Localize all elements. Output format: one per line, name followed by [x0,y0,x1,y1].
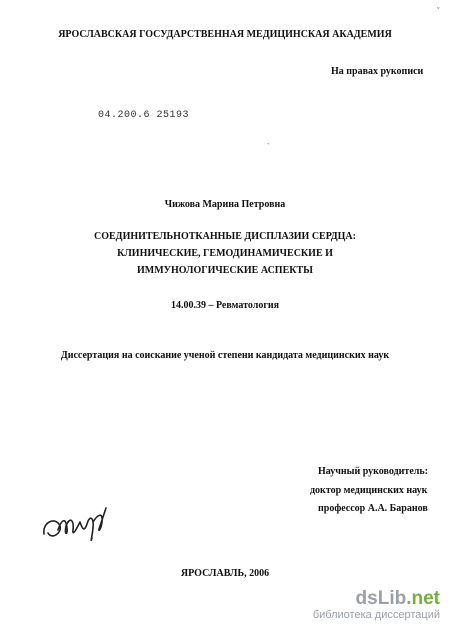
place-year: ЯРОСЛАВЛЬ, 2006 [180,568,270,579]
supervisor-name: профессор А.А. Баранов [318,503,428,514]
handwritten-signature [40,500,120,550]
rights-note: На правах рукописи [331,66,424,77]
dslib-logo: dsLib.net [355,588,440,609]
academy-header: ЯРОСЛАВСКАЯ ГОСУДАРСТВЕННАЯ МЕДИЦИНСКАЯ АКАДЕМИЯ [58,29,392,40]
dslib-watermark [313,589,440,622]
author-name: Чижова Марина Петровна [164,199,286,210]
watermark-subtitle: библиотека диссертаций [312,609,440,621]
archive-stamp: 04.200.6 25193 [98,110,190,121]
title-line-2: КЛИНИЧЕСКИЕ, ГЕМОДИНАМИЧЕСКИЕ И [117,248,333,259]
title-line-3: ИММУНОЛОГИЧЕСКИЕ АСПЕКТЫ [137,265,313,276]
scan-mark: ˋ [267,142,270,151]
supervisor-degree: доктор медицинских наук [310,485,428,496]
specialty-code: 14.00.39 – Ревматология [170,300,280,311]
title-line-1: СОЕДИНИТЕЛЬНОТКАННЫЕ ДИСПЛАЗИИ СЕРДЦА: [94,231,356,242]
scan-mark: ˇ [437,6,440,15]
dissertation-purpose: Диссертация на соискание ученой степени кандидата медицинских наук [60,350,390,361]
supervisor-label: Научный руководитель: [318,466,428,477]
